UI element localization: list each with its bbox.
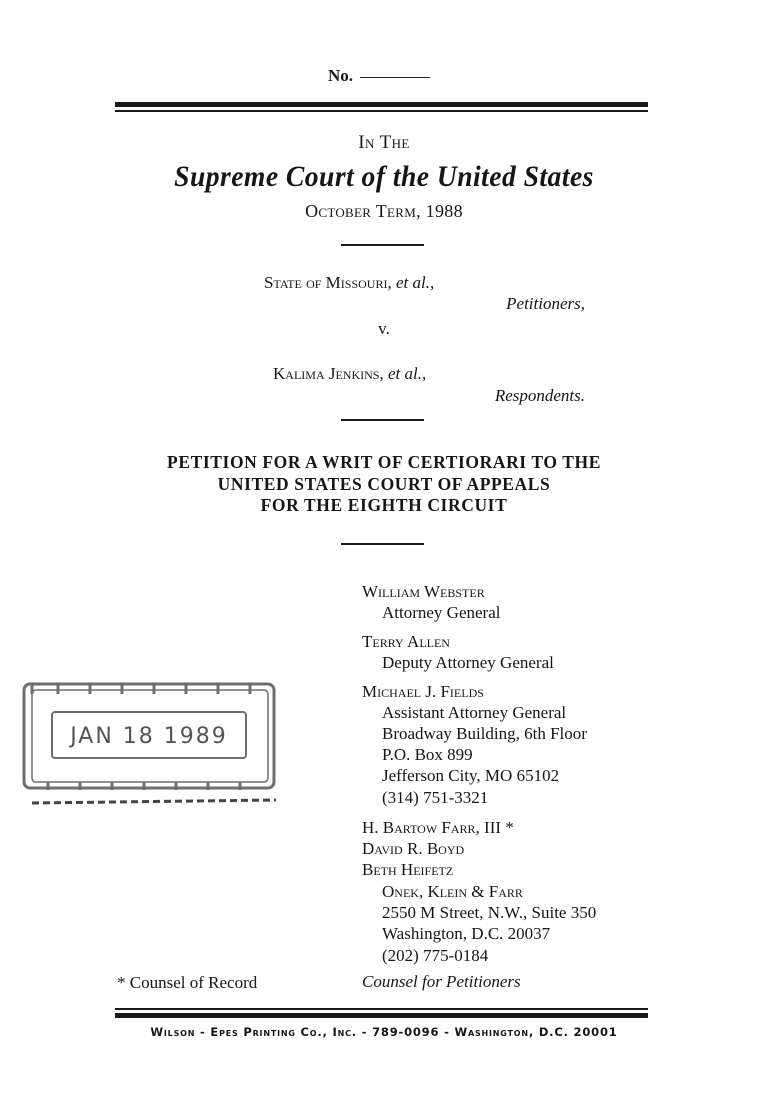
petition-title-line-3: FOR THE EIGHTH CIRCUIT xyxy=(260,495,508,515)
counsel-heifetz-name: Beth Heifetz xyxy=(362,860,454,879)
counsel-fields-name: Michael J. Fields xyxy=(362,682,484,701)
docket-blank-line xyxy=(360,77,430,78)
divider-rule-3 xyxy=(341,543,424,545)
bottom-thin-rule xyxy=(115,1008,648,1010)
respondent-etal: et al., xyxy=(387,364,427,383)
top-thick-rule xyxy=(115,102,648,107)
respondent-line xyxy=(273,363,426,384)
counsel-farr-name: H. Bartow Farr, III * xyxy=(362,818,514,837)
term-heading: October Term, 1988 xyxy=(305,201,463,221)
printer-imprint: Wilson - Epes Printing Co., Inc. - 789-0096 - Washington, D.C. 20001 xyxy=(150,1025,618,1039)
petitioner-etal: et al., xyxy=(395,273,435,292)
divider-rule-2 xyxy=(341,419,424,421)
counsel-boyd-name: David R. Boyd xyxy=(362,839,465,858)
firm-name: Onek, Klein & Farr xyxy=(382,882,523,901)
firm-phone: (202) 775-0184 xyxy=(382,946,489,965)
top-thin-rule xyxy=(115,110,648,112)
versus-label: v. xyxy=(378,319,390,338)
petitioner-role: Petitioners, xyxy=(506,294,585,313)
firm-address-1: 2550 M Street, N.W., Suite 350 xyxy=(382,903,597,922)
counsel-fields-phone: (314) 751-3321 xyxy=(382,788,489,807)
counsel-fields-title: Assistant Attorney General xyxy=(382,703,567,722)
petition-title-line-1: PETITION FOR A WRIT OF CERTIORARI TO THE xyxy=(167,452,601,472)
petition-title-line-2: UNITED STATES COURT OF APPEALS xyxy=(217,474,551,494)
respondent-role: Respondents. xyxy=(494,386,585,405)
stamp-date: JAN 18 1989 xyxy=(70,724,228,749)
counsel-for-label: Counsel for Petitioners xyxy=(362,972,521,991)
counsel-fields-address-3: Jefferson City, MO 65102 xyxy=(382,766,560,785)
counsel-fields-address-1: Broadway Building, 6th Floor xyxy=(382,724,587,743)
court-name-heading: Supreme Court of the United States xyxy=(174,160,594,193)
counsel-fields-address-2: P.O. Box 899 xyxy=(382,745,473,764)
petitioner-name: State of Missouri, xyxy=(264,273,392,292)
in-the-heading: In The xyxy=(358,132,410,153)
bottom-thick-rule xyxy=(115,1013,648,1018)
received-stamp xyxy=(18,672,280,812)
divider-rule-1 xyxy=(341,244,424,246)
docket-number xyxy=(328,66,430,86)
firm-address-2: Washington, D.C. 20037 xyxy=(382,924,551,943)
respondent-name: Kalima Jenkins, xyxy=(273,364,384,383)
petitioner-line xyxy=(264,272,434,293)
counsel-allen-name: Terry Allen xyxy=(362,632,450,651)
counsel-webster-title: Attorney General xyxy=(382,603,501,622)
counsel-allen-title: Deputy Attorney General xyxy=(382,653,554,672)
counsel-of-record-footnote: * Counsel of Record xyxy=(117,973,258,992)
counsel-webster-name: William Webster xyxy=(362,582,485,601)
docket-label: No. xyxy=(328,66,354,85)
